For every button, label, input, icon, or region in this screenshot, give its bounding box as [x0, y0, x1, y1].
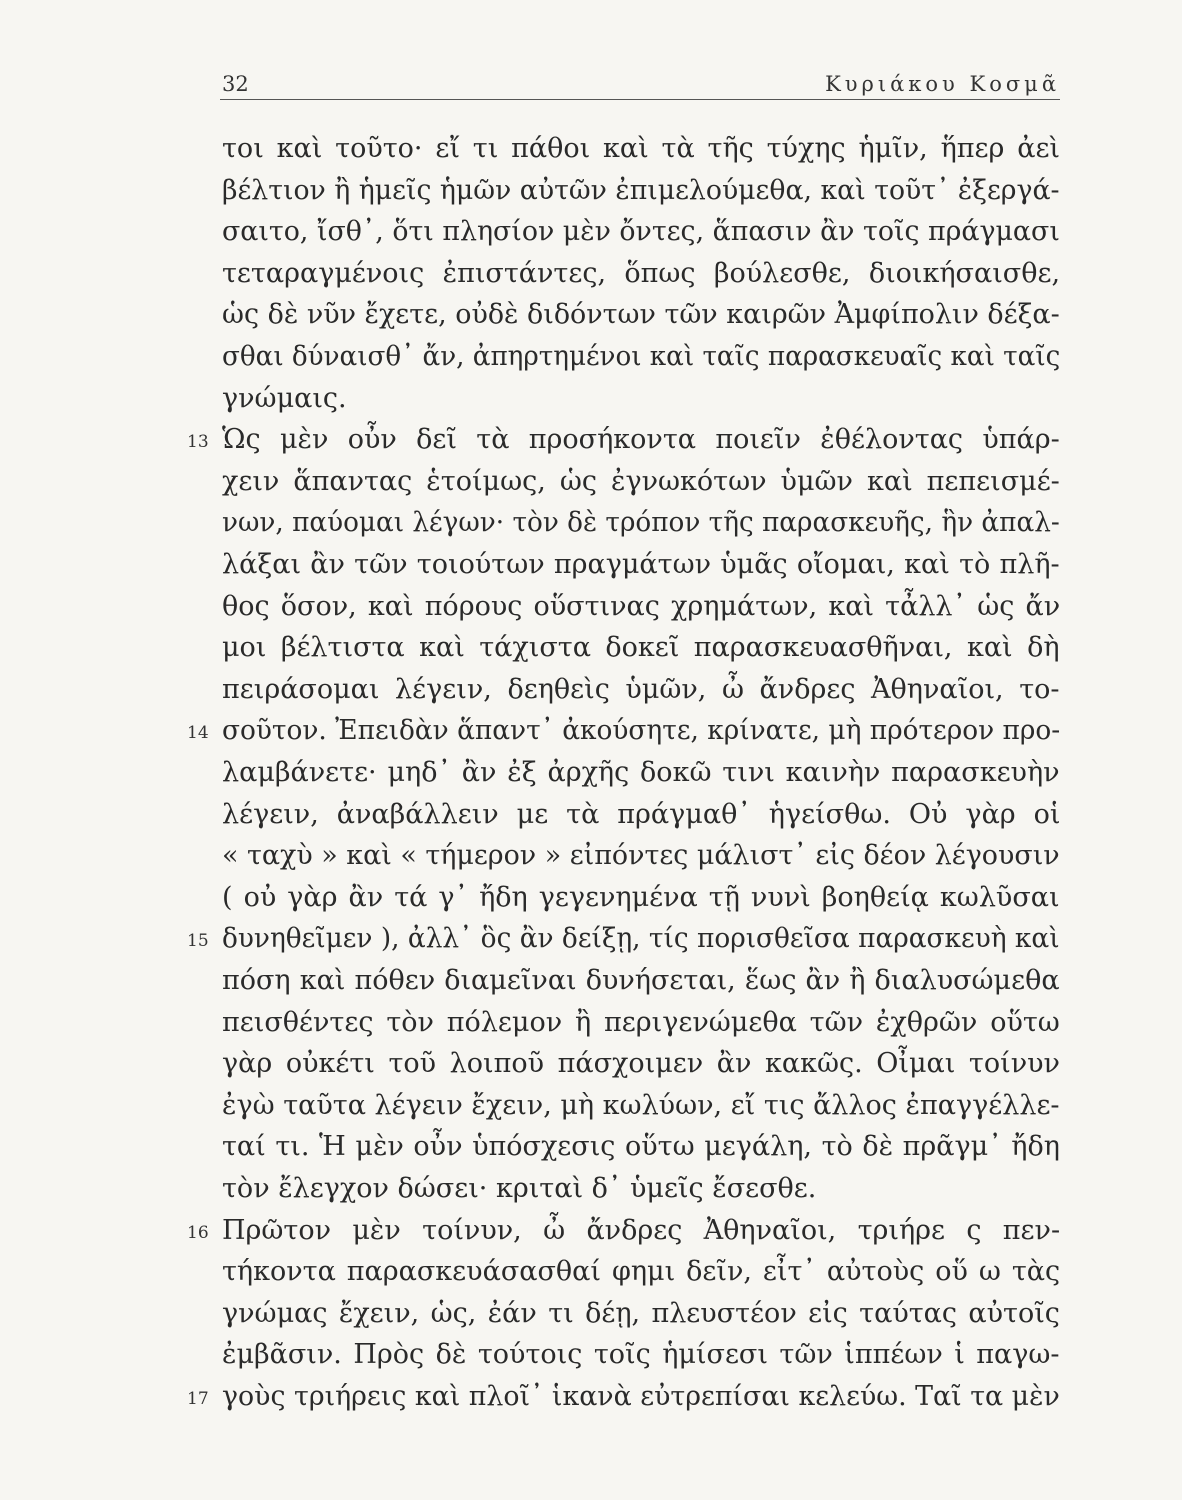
- text-line: σαιτο, ἴσθ᾽, ὅτι πλησίον μὲν ὄντες, ἅπασιν ἂν τοῖς πράγμασι: [222, 216, 1060, 248]
- text-line: χειν ἅπαντας ἑτοίμως, ὡς ἐγνωκότων ὑμῶν καὶ πεπεισμέ-: [222, 465, 1060, 497]
- text-line: πεισθέντες τὸν πόλεμον ἢ περιγενώμεθα τῶν ἐχθρῶν οὕτω: [222, 1006, 1060, 1038]
- text-line: λέγειν, ἀναβάλλειν με τὰ πράγμαθ᾽ ἡγείσθω. Οὐ γὰρ οἱ: [222, 798, 1061, 830]
- text-line: ἐμβᾶσιν. Πρὸς δὲ τούτοις τοῖς ἡμίσεσι τῶν ἱππέων ἱ παγω-: [222, 1339, 1060, 1371]
- text-line: γοὺς τριήρεις καὶ πλοῖ᾽ ἱκανὰ εὐτρεπίσαι κελεύω. Ταῖ τα μὲν: [222, 1381, 1060, 1412]
- text-line: γὰρ οὐκέτι τοῦ λοιποῦ πάσχοιμεν ἂν κακῶς. Οἶμαι τοίνυν: [222, 1048, 1060, 1080]
- text-line: τοι καὶ τοῦτο· εἴ τι πάθοι καὶ τὰ τῆς τύχης ἡμῖν, ἥπερ ἀεὶ: [222, 133, 1061, 164]
- text-line: σοῦτον. Ἐπειδὰν ἅπαντ᾽ ἀκούσητε, κρίνατε, μὴ πρότερον προ-: [222, 715, 1061, 747]
- text-line: ( οὐ γὰρ ἂν τά γ᾽ ἤδη γεγενημένα τῇ νυνὶ βοηθείᾳ κωλῦσαι: [222, 881, 1060, 913]
- text-line: θος ὅσον, καὶ πόρους οὕστινας χρημάτων, καὶ τἆλλ᾽ ὡς ἄν: [222, 590, 1061, 622]
- text-line: « ταχὺ » καὶ « τήμερον » εἰπόντες μάλιστ᾽ εἰς δέον λέγουσιν: [222, 840, 1060, 872]
- section-number: 14: [187, 723, 209, 744]
- section-number: 16: [187, 1222, 209, 1243]
- text-line: ἐγὼ ταῦτα λέγειν ἔχειν, μὴ κωλύων, εἴ τις ἄλλος ἐπαγγέλλε-: [222, 1089, 1060, 1121]
- text-line: δυνηθεῖμεν ), ἀλλ᾽ ὃς ἂν δείξῃ, τίς πορισθεῖσα παρασκευὴ καὶ: [222, 923, 1060, 955]
- text-line: γνώμας ἔχειν, ὡς, ἐάν τι δέῃ, πλευστέον εἰς ταύτας αὐτοῖς: [222, 1297, 1060, 1329]
- text-line: γνώμαις.: [222, 382, 347, 414]
- text-line: βέλτιον ἢ ἡμεῖς ἡμῶν αὐτῶν ἐπιμελούμεθα, καὶ τοῦτ᾽ ἐξεργά-: [222, 174, 1060, 206]
- header-rule: [220, 99, 1060, 100]
- text-line: μοι βέλτιστα καὶ τάχιστα δοκεῖ παρασκευασθῆναι, καὶ δὴ: [222, 632, 1060, 664]
- text-line: τήκοντα παρασκευάσασθαί φημι δεῖν, εἶτ᾽ αὐτοὺς οὕ ω τὰς: [222, 1256, 1061, 1288]
- section-number: 17: [187, 1389, 209, 1409]
- text-line: σθαι δύναισθ᾽ ἄν, ἀπηρτημένοι καὶ ταῖς παρασκευαῖς καὶ ταῖς: [222, 341, 1061, 372]
- text-line: Πρῶτον μὲν τοίνυν, ὦ ἄνδρες Ἀθηναῖοι, τριήρε ς πεν-: [222, 1214, 1061, 1246]
- text-line: πόση καὶ πόθεν διαμεῖναι δυνήσεται, ἕως ἂν ἢ διαλυσώμεθα: [222, 965, 1060, 996]
- text-line: λαμβάνετε· μηδ᾽ ἂν ἐξ ἀρχῆς δοκῶ τινι καινὴν παρασκευὴν: [222, 757, 1060, 788]
- text-line: Ὡς μὲν οὖν δεῖ τὰ προσήκοντα ποιεῖν ἐθέλοντας ὑπάρ-: [222, 424, 1060, 456]
- text-line: τὸν ἔλεγχον δώσει· κριταὶ δ᾽ ὑμεῖς ἔσεσθε.: [222, 1173, 817, 1204]
- section-number: 15: [187, 931, 209, 952]
- section-number: 13: [187, 432, 209, 453]
- text-line: ὡς δὲ νῦν ἔχετε, οὐδὲ διδόντων τῶν καιρῶν Ἀμφίπολιν δέξα-: [222, 299, 1060, 331]
- text-line: τεταραγμένοις ἐπιστάντες, ὅπως βούλεσθε, διοικήσαισθε,: [222, 257, 1061, 289]
- text-line: νων, παύομαι λέγων· τὸν δὲ τρόπον τῆς παρασκευῆς, ἣν ἀπαλ-: [222, 507, 1060, 539]
- text-line: ταί τι. Ἡ μὲν οὖν ὑπόσχεσις οὕτω μεγάλη, τὸ δὲ πρᾶγμ᾽ ἤδη: [222, 1131, 1060, 1163]
- running-title: Κυριάκου Κοσμᾶ: [825, 72, 1060, 96]
- page-number: 32: [222, 72, 249, 96]
- text-line: λάξαι ἂν τῶν τοιούτων πραγμάτων ὑμᾶς οἴομαι, καὶ τὸ πλῆ-: [222, 549, 1060, 580]
- text-line: πειράσομαι λέγειν, δεηθεὶς ὑμῶν, ὦ ἄνδρες Ἀθηναῖοι, το-: [222, 673, 1060, 705]
